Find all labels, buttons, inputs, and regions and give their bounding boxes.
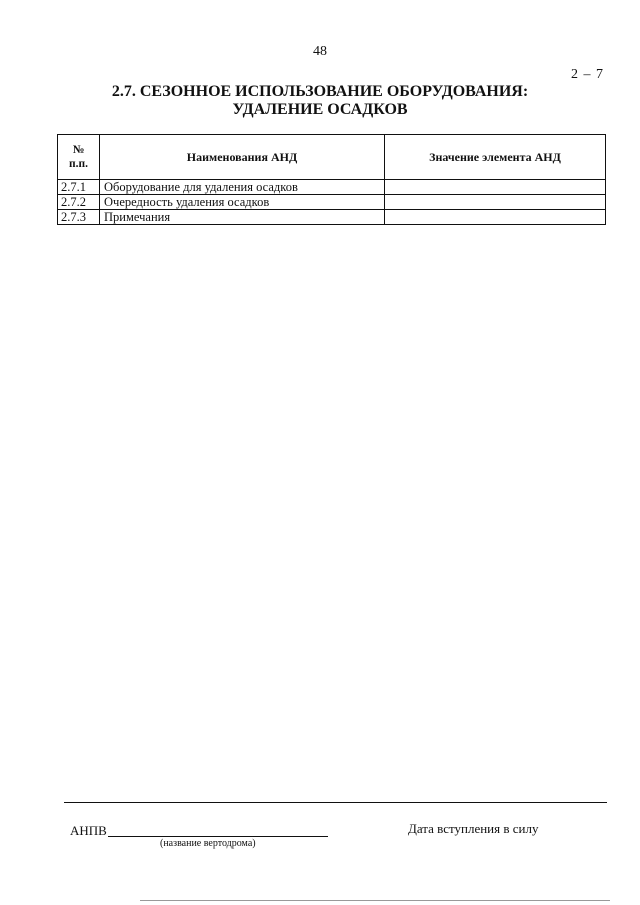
table-row (58, 195, 606, 210)
section-title-line-1: 2.7. СЕЗОННОЕ ИСПОЛЬЗОВАНИЕ ОБОРУДОВАНИЯ: (111, 83, 529, 100)
header-number (58, 135, 100, 180)
section-title-line-2: УДАЛЕНИЕ ОСАДКОВ (232, 101, 408, 118)
heliport-name-caption: (название вертодрома) (160, 838, 256, 849)
footer-anpv-label: АНПВ (70, 823, 107, 838)
table-row (58, 180, 606, 195)
row-name: Примечания (100, 210, 385, 225)
effective-date-label: Дата вступления в силу (408, 821, 539, 836)
page-bottom-edge (140, 900, 610, 901)
header-name: Наименования АНД (100, 135, 385, 180)
row-value[interactable] (385, 210, 606, 225)
page-code: 2 – 7 (571, 67, 604, 82)
row-value[interactable] (385, 180, 606, 195)
row-number: 2.7.2 (58, 195, 100, 210)
header-value: Значение элемента АНД (385, 135, 606, 180)
table-row (58, 210, 606, 225)
row-number: 2.7.3 (58, 210, 100, 225)
and-table (57, 134, 606, 225)
row-number: 2.7.1 (58, 180, 100, 195)
footer-divider (64, 802, 607, 803)
row-value[interactable] (385, 195, 606, 210)
page-number: 48 (313, 44, 327, 59)
header-number-abbrev: п.п. (68, 158, 88, 170)
row-name: Очередность удаления осадков (100, 195, 385, 210)
table-header-row (58, 135, 606, 180)
section-title (0, 83, 640, 119)
header-number-symbol: № (72, 144, 85, 156)
heliport-name-line[interactable] (108, 836, 328, 837)
row-name: Оборудование для удаления осадков (100, 180, 385, 195)
